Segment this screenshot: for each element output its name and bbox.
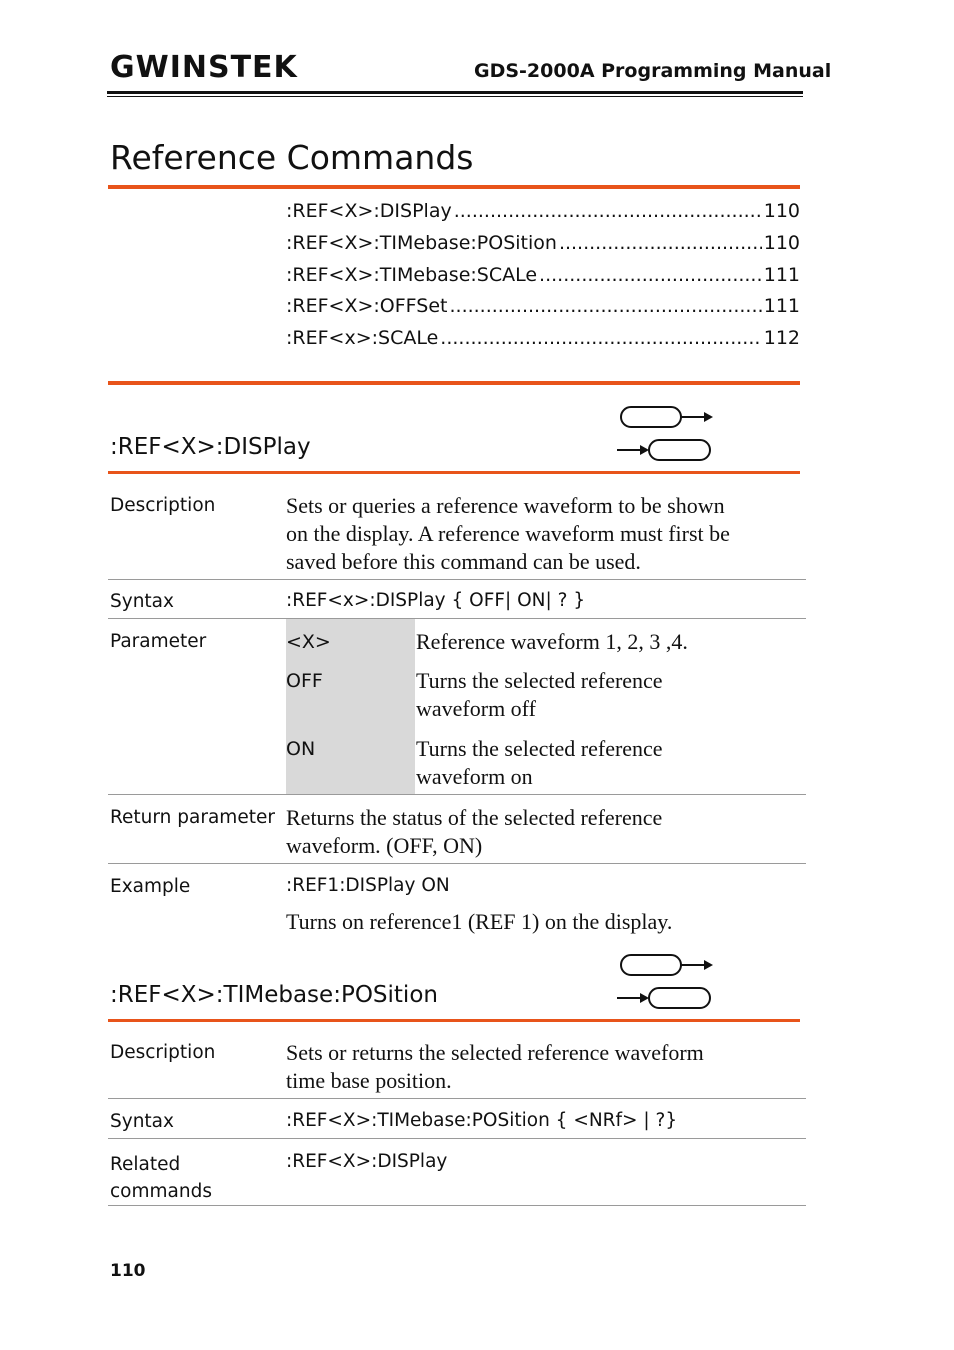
toc-rule — [108, 381, 800, 385]
table-of-contents — [286, 200, 800, 359]
example-label: Example — [110, 876, 191, 897]
parameter-key: ON — [286, 738, 316, 760]
description-label: Description — [110, 495, 216, 516]
section-rule — [108, 1019, 800, 1022]
syntax-value: :REF<x>:DISPlay { OFF| ON| ? } — [286, 590, 586, 611]
syntax-label: Syntax — [110, 591, 174, 612]
header-rule — [107, 91, 803, 94]
row-divider — [108, 794, 806, 795]
return-line: Returns the status of the selected reference — [286, 805, 663, 830]
set-icon — [621, 407, 713, 427]
query-icon — [617, 988, 710, 1008]
return-parameter-label: Return parameter — [110, 807, 275, 828]
query-icon — [617, 440, 710, 460]
toc-entry-label: :REF<X>:TIMebase:SCALe — [286, 263, 538, 286]
example-code: :REF1:DISPlay ON — [286, 875, 450, 896]
parameter-desc — [416, 667, 806, 723]
toc-leader — [454, 200, 762, 222]
description-line: saved before this command can be used. — [286, 549, 641, 574]
parameter-desc-line: waveform off — [416, 696, 536, 721]
parameter-key: <X> — [286, 631, 331, 653]
related-label-line: commands — [110, 1181, 212, 1202]
section-title-ref-display: :REF<X>:DISPlay — [110, 434, 311, 460]
section-title-ref-timebase-position: :REF<X>:TIMebase:POSition — [110, 982, 438, 1008]
toc-leader — [440, 327, 761, 349]
example-text: Turns on reference1 (REF 1) on the display. — [286, 909, 673, 934]
toc-entry[interactable] — [286, 295, 800, 327]
parameter-key: OFF — [286, 670, 323, 692]
set-query-icon — [615, 405, 715, 463]
page-number: 110 — [110, 1261, 146, 1281]
description-line: Sets or returns the selected reference waveform — [286, 1040, 704, 1065]
description-line: on the display. A reference waveform must first be — [286, 521, 730, 546]
page-title: Reference Commands — [110, 138, 474, 177]
parameter-desc-line: Reference waveform 1, 2, 3 ,4. — [416, 629, 688, 654]
set-query-icon — [615, 953, 715, 1011]
toc-entry[interactable] — [286, 232, 800, 264]
set-icon — [621, 955, 713, 975]
toc-leader — [449, 295, 761, 317]
parameter-desc — [416, 628, 806, 656]
toc-entry-page: 110 — [763, 200, 800, 222]
toc-leader — [559, 232, 762, 254]
row-divider — [108, 1205, 806, 1206]
syntax-value: :REF<X>:TIMebase:POSition { <NRf> | ?} — [286, 1110, 678, 1131]
parameter-desc-line: waveform on — [416, 764, 533, 789]
brand-logo: GWINSTEK — [110, 50, 298, 85]
row-divider — [108, 618, 806, 619]
toc-entry-page: 112 — [763, 327, 800, 350]
toc-entry-label: :REF<x>:SCALe — [286, 327, 439, 350]
description-line: time base position. — [286, 1068, 452, 1093]
toc-entry-label: :REF<X>:DISPlay — [286, 200, 452, 222]
return-parameter-text — [286, 804, 806, 860]
return-line: waveform. (OFF, ON) — [286, 833, 483, 858]
parameter-desc — [416, 735, 806, 791]
toc-entry[interactable] — [286, 327, 800, 359]
syntax-label: Syntax — [110, 1111, 174, 1132]
description-line: Sets or queries a reference waveform to be shown — [286, 493, 725, 518]
toc-entry-label: :REF<X>:TIMebase:POSition — [286, 231, 557, 254]
description-label: Description — [110, 1042, 216, 1063]
toc-entry-label: :REF<X>:OFFSet — [286, 295, 448, 318]
description-text — [286, 492, 806, 576]
row-divider — [108, 1098, 806, 1099]
manual-title: GDS-2000A Programming Manual — [474, 60, 832, 82]
row-divider — [108, 1138, 806, 1139]
parameter-desc-line: Turns the selected reference — [416, 668, 663, 693]
row-divider — [108, 579, 806, 580]
parameter-desc-line: Turns the selected reference — [416, 736, 663, 761]
toc-entry-page: 111 — [763, 295, 800, 318]
related-commands-label — [110, 1151, 212, 1205]
toc-entry-page: 111 — [763, 263, 800, 286]
toc-entry[interactable] — [286, 264, 800, 296]
toc-entry-page: 110 — [763, 231, 800, 254]
toc-entry[interactable] — [286, 200, 800, 232]
description-text — [286, 1039, 806, 1095]
header-rule-thin — [107, 96, 803, 97]
title-rule — [108, 185, 800, 189]
related-commands-link[interactable]: :REF<X>:DISPlay — [286, 1151, 448, 1172]
section-rule — [108, 471, 800, 474]
related-label-line: Related — [110, 1154, 181, 1175]
row-divider — [108, 863, 806, 864]
parameter-label: Parameter — [110, 631, 207, 652]
toc-leader — [539, 264, 762, 286]
